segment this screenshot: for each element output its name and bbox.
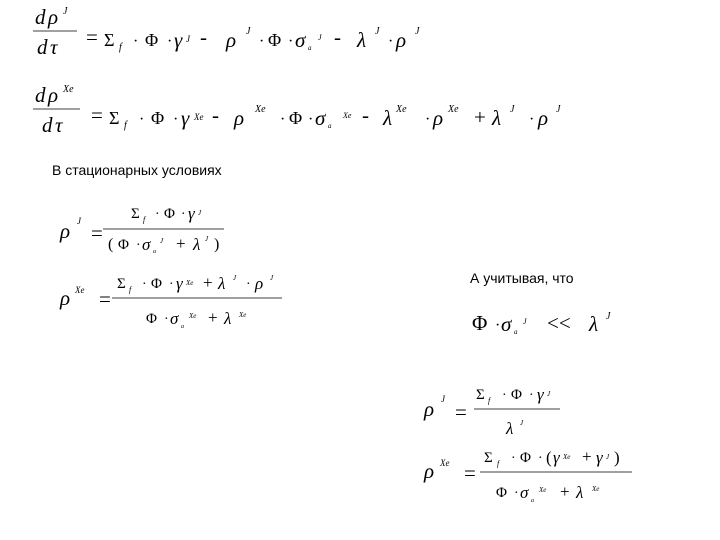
- dot: ·: [514, 486, 519, 501]
- plus-sign: +: [474, 105, 486, 129]
- phi-symbol: Φ: [289, 108, 303, 128]
- j-subscript: J: [547, 390, 551, 398]
- xe-superscript: Xe: [539, 486, 547, 494]
- j-superscript: J: [556, 104, 561, 115]
- f-subscript: f: [497, 459, 500, 468]
- caption-stationary-conditions: В стационарных условиях: [52, 162, 222, 178]
- phi-symbol: Φ: [146, 311, 157, 327]
- xe-superscript: Xe: [343, 111, 352, 120]
- dot: ·: [425, 111, 431, 128]
- dot: ·: [173, 111, 179, 128]
- rho-symbol: ρ: [424, 459, 435, 483]
- lambda-symbol: λ: [193, 235, 201, 254]
- lambda-symbol: λ: [576, 483, 584, 502]
- a-subscript: a: [308, 44, 312, 52]
- equation-xenon-rate: [0, 78, 590, 158]
- dot: ·: [246, 277, 251, 292]
- a-subscript: a: [514, 328, 518, 336]
- rho-symbol: ρ: [226, 28, 237, 52]
- lambda-symbol: λ: [492, 106, 502, 130]
- dot: ·: [511, 451, 516, 466]
- j-subscript: J: [198, 209, 202, 217]
- gamma-symbol: γ: [596, 448, 603, 467]
- rho-symbol: ρ: [424, 397, 435, 421]
- j-superscript: J: [270, 274, 274, 282]
- rho-symbol: ρ: [255, 274, 264, 293]
- lambda-symbol: λ: [383, 106, 393, 130]
- dot: ·: [288, 33, 294, 50]
- sigma-capital: Σ: [104, 30, 115, 50]
- j-superscript: J: [246, 26, 251, 37]
- phi-symbol: Φ: [520, 450, 531, 466]
- minus-sign: -: [362, 103, 369, 127]
- plus-sign: +: [582, 447, 592, 466]
- sigma-capital: Σ: [476, 387, 485, 403]
- phi-symbol: Φ: [511, 387, 522, 403]
- minus-sign: -: [334, 25, 341, 49]
- phi-symbol: Φ: [472, 311, 488, 335]
- much-less-sign: <<: [547, 311, 571, 335]
- xe-subscript: Xe: [186, 279, 194, 287]
- right-paren: ): [614, 448, 620, 467]
- dot: ·: [259, 33, 265, 50]
- xe-superscript: Xe: [189, 312, 197, 320]
- rho-symbol: ρ: [396, 28, 407, 52]
- lambda-symbol: λ: [218, 274, 226, 293]
- j-superscript: J: [77, 216, 81, 226]
- gamma-symbol: γ: [553, 448, 560, 467]
- rho-symbol: ρ: [234, 106, 245, 130]
- f-subscript: f: [488, 396, 491, 405]
- minus-sign: -: [200, 25, 207, 49]
- f-subscript: f: [143, 215, 146, 224]
- left-paren: (: [108, 236, 114, 253]
- lambda-symbol: λ: [589, 312, 599, 336]
- xe-superscript: Xe: [396, 104, 407, 115]
- equation-iodine-stationary: [0, 196, 260, 266]
- minus-sign: -: [212, 103, 219, 127]
- j-superscript: J: [160, 237, 164, 245]
- xe-superscript: Xe: [239, 311, 247, 319]
- xe-superscript: Xe: [592, 485, 600, 493]
- caption-considering: А учитывая, что: [470, 270, 574, 286]
- j-superscript: J: [510, 104, 515, 115]
- tau-symbol: τ: [55, 113, 63, 137]
- xe-subscript: Xe: [194, 112, 204, 122]
- sigma-symbol: σ: [295, 28, 306, 52]
- sigma-symbol: σ: [142, 235, 151, 254]
- phi-symbol: Φ: [151, 108, 165, 128]
- sigma-capital: Σ: [131, 206, 140, 222]
- rho-symbol: ρ: [60, 219, 71, 243]
- j-superscript: J: [441, 394, 445, 404]
- d-symbol: d: [42, 113, 53, 137]
- dot: ·: [133, 33, 139, 50]
- a-subscript: a: [181, 324, 184, 330]
- dot: ·: [308, 111, 314, 128]
- xe-superscript: Xe: [63, 84, 74, 95]
- left-paren: (: [546, 448, 552, 467]
- dot: ·: [181, 207, 186, 222]
- dot: ·: [538, 451, 543, 466]
- phi-symbol: Φ: [118, 237, 129, 253]
- xe-superscript: Xe: [75, 285, 85, 295]
- dot: ·: [502, 388, 507, 403]
- dot: ·: [136, 238, 141, 253]
- xe-superscript: Xe: [448, 104, 459, 115]
- dot: ·: [139, 111, 145, 128]
- d-symbol: d: [35, 83, 46, 107]
- sigma-capital: Σ: [117, 276, 126, 292]
- f-subscript: f: [124, 120, 127, 131]
- j-superscript: J: [606, 311, 611, 322]
- j-superscript: J: [415, 26, 420, 37]
- j-superscript: J: [205, 235, 209, 243]
- a-subscript: a: [153, 249, 156, 255]
- dot: ·: [280, 111, 286, 128]
- equation-iodine-rate: [0, 0, 440, 80]
- j-superscript: J: [520, 419, 524, 427]
- gamma-symbol: γ: [181, 106, 190, 130]
- gamma-symbol: γ: [188, 204, 195, 223]
- dot: ·: [155, 207, 160, 222]
- lambda-symbol: λ: [224, 309, 232, 328]
- plus-sign: +: [208, 308, 218, 327]
- dot: ·: [142, 277, 147, 292]
- dot: ·: [169, 277, 174, 292]
- lambda-symbol: λ: [357, 28, 367, 52]
- xe-subscript: Xe: [563, 453, 571, 461]
- phi-symbol: Φ: [268, 30, 282, 50]
- gamma-symbol: γ: [176, 274, 183, 293]
- dot: ·: [529, 111, 535, 128]
- rho-symbol: ρ: [538, 106, 549, 130]
- right-paren: ): [214, 236, 220, 253]
- equals-sign: =: [464, 461, 476, 485]
- inequality-condition: [460, 298, 640, 344]
- j-superscript: J: [523, 317, 527, 326]
- equals-sign: =: [91, 103, 103, 127]
- sigma-symbol: σ: [501, 312, 512, 336]
- equation-iodine-simplified: [400, 374, 600, 444]
- dot: ·: [495, 317, 501, 334]
- j-subscript: J: [186, 34, 190, 44]
- gamma-symbol: γ: [174, 28, 183, 52]
- j-superscript: J: [233, 274, 237, 282]
- f-subscript: f: [119, 42, 122, 53]
- rho-symbol: ρ: [433, 106, 444, 130]
- a-subscript: a: [531, 498, 534, 504]
- equation-xenon-stationary: [0, 262, 300, 342]
- xe-superscript: Xe: [440, 458, 450, 468]
- rho-symbol: ρ: [48, 5, 59, 29]
- tau-symbol: τ: [50, 35, 58, 59]
- sigma-symbol: σ: [520, 483, 529, 502]
- phi-symbol: Φ: [164, 206, 175, 222]
- j-superscript: J: [318, 33, 322, 42]
- equation-xenon-simplified: [400, 436, 660, 516]
- equals-sign: =: [91, 221, 103, 245]
- dot: ·: [164, 312, 169, 327]
- xe-superscript: Xe: [255, 104, 266, 115]
- f-subscript: f: [129, 285, 132, 294]
- sigma-capital: Σ: [109, 108, 120, 128]
- sigma-symbol: σ: [170, 309, 179, 328]
- phi-symbol: Φ: [151, 276, 162, 292]
- plus-sign: +: [203, 273, 213, 292]
- d-symbol: d: [35, 5, 46, 29]
- dot: ·: [529, 388, 534, 403]
- dot: ·: [388, 33, 394, 50]
- sigma-symbol: σ: [315, 106, 326, 130]
- j-superscript: J: [63, 6, 68, 17]
- j-superscript: J: [375, 26, 380, 37]
- equals-sign: =: [99, 287, 111, 311]
- lambda-symbol: λ: [506, 419, 514, 438]
- j-subscript: J: [606, 453, 610, 461]
- phi-symbol: Φ: [496, 485, 507, 501]
- rho-symbol: ρ: [48, 83, 59, 107]
- plus-sign: +: [560, 482, 570, 501]
- plus-sign: +: [176, 234, 186, 253]
- equals-sign: =: [86, 25, 98, 49]
- rho-symbol: ρ: [60, 286, 71, 310]
- sigma-capital: Σ: [484, 450, 493, 466]
- gamma-symbol: γ: [537, 385, 544, 404]
- d-symbol: d: [37, 35, 48, 59]
- equals-sign: =: [455, 400, 467, 424]
- phi-symbol: Φ: [145, 30, 159, 50]
- dot: ·: [167, 33, 173, 50]
- a-subscript: a: [328, 122, 332, 130]
